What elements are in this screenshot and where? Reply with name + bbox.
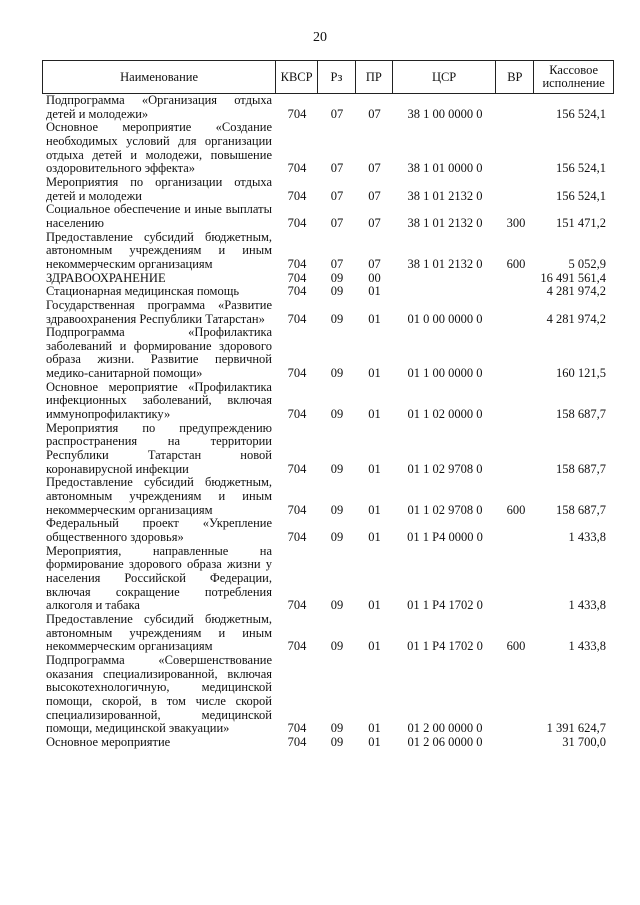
row-pr: 07	[368, 161, 381, 176]
row-kvsr: 704	[287, 721, 307, 736]
row-pr: 01	[368, 721, 381, 736]
row-sum: 156 524,1	[556, 161, 606, 176]
row-name: Подпрограмма «Совершенствование оказания специализированной, включая высокотехнологичную, медицинской помощи, скорой, в том числе скорой специализированной, медицинской помощи, медицинской эвакуации»	[46, 652, 272, 736]
header-sum: Кассовое исполнение	[542, 63, 605, 90]
row-sum: 5 052,9	[568, 256, 606, 271]
row-vr	[497, 736, 535, 750]
header-rz: Рз	[318, 61, 356, 93]
row-rz: 09	[330, 461, 344, 476]
row-sum: 1 433,8	[568, 598, 606, 613]
table-row	[42, 285, 614, 299]
row-name: Предоставление субсидий бюджетным, автономным учреждениям и иным некоммерческим организациям	[46, 611, 272, 654]
row-vr	[497, 545, 535, 613]
row-pr: 07	[368, 215, 381, 230]
row-kvsr: 704	[287, 366, 307, 381]
row-vr	[497, 517, 535, 544]
row-csr: 01 1 02 0000 0	[407, 407, 483, 422]
row-sum: 158 687,7	[556, 407, 606, 422]
row-csr: 38 1 01 2132 0	[407, 215, 483, 230]
table-row	[42, 736, 614, 750]
row-rz: 07	[330, 188, 344, 203]
row-sum: 160 121,5	[556, 366, 606, 381]
row-rz: 09	[330, 502, 344, 517]
row-csr: 38 1 01 0000 0	[407, 161, 483, 176]
row-name: Основное мероприятие	[46, 734, 171, 749]
row-csr: 01 1 P4 0000 0	[407, 530, 483, 544]
table-body	[42, 94, 614, 750]
row-name: Государственная программа «Развитие здравоохранения Республики Татарстан»	[46, 297, 272, 326]
row-name: Мероприятия по предупреждению распространения на территории Республики Татарстан новой коронавирусной инфекции	[46, 420, 272, 476]
row-name: Подпрограмма «Организация отдыха детей и молодежи»	[46, 93, 272, 121]
row-rz: 09	[330, 598, 344, 613]
row-sum: 4 281 974,2	[546, 311, 606, 326]
row-csr: 01 1 P4 1702 0	[407, 639, 483, 654]
row-csr: 01 1 00 0000 0	[407, 366, 483, 381]
row-sum: 4 281 974,2	[546, 284, 606, 299]
row-vr: 600	[506, 256, 526, 271]
row-rz: 09	[330, 734, 344, 749]
row-pr: 01	[368, 366, 381, 381]
row-csr: 38 1 00 0000 0	[407, 106, 483, 121]
row-sum: 1 433,8	[568, 530, 606, 544]
row-pr: 07	[368, 106, 381, 121]
row-rz: 09	[330, 721, 344, 736]
table-row	[42, 517, 614, 544]
row-rz: 09	[330, 270, 344, 285]
row-csr: 01 1 P4 1702 0	[407, 598, 483, 613]
row-pr: 01	[368, 598, 381, 613]
row-pr: 01	[368, 502, 381, 517]
table-header	[42, 60, 614, 94]
header-vr: ВР	[496, 61, 534, 93]
row-sum: 1 391 624,7	[546, 721, 606, 736]
row-sum: 158 687,7	[556, 461, 606, 476]
row-csr: 01 0 00 0000 0	[407, 311, 483, 326]
row-vr: 300	[506, 215, 526, 230]
row-rz: 09	[330, 311, 344, 326]
row-name: Социальное обеспечение и иные выплаты населению	[46, 202, 272, 230]
row-vr	[497, 176, 535, 203]
row-rz: 09	[330, 407, 344, 422]
row-csr: 01 1 02 9708 0	[407, 461, 483, 476]
row-vr	[497, 422, 535, 477]
row-name: Стационарная медицинская помощь	[46, 284, 240, 299]
row-vr	[497, 272, 535, 286]
row-name: Мероприятия по организации отдыха детей и молодежи	[46, 174, 272, 203]
row-pr: 01	[368, 311, 381, 326]
row-kvsr: 704	[287, 461, 307, 476]
row-vr	[497, 94, 535, 121]
table-row	[42, 94, 614, 121]
header-pr: ПР	[356, 61, 393, 93]
row-name: Основное мероприятие «Создание необходимых условий для организации отдыха детей и молодежи, повышение оздоровительного эффекта»	[46, 120, 272, 176]
table-row	[42, 121, 614, 176]
row-kvsr: 704	[287, 598, 307, 613]
row-vr: 600	[506, 639, 526, 654]
table-row	[42, 326, 614, 381]
row-pr: 01	[368, 734, 381, 749]
row-kvsr: 704	[287, 188, 307, 203]
row-name: Подпрограмма «Профилактика заболеваний и формирование здорового образа жизни. Развитие первичной медико-санитарной помощи»	[46, 325, 272, 381]
row-pr: 01	[368, 530, 381, 544]
table-row	[42, 203, 614, 230]
row-sum: 158 687,7	[556, 502, 606, 517]
row-csr: 01 1 02 9708 0	[407, 502, 483, 517]
row-vr	[497, 654, 535, 736]
row-vr: 600	[506, 502, 526, 517]
row-rz: 07	[330, 106, 344, 121]
table-row	[42, 613, 614, 654]
row-vr	[497, 299, 535, 326]
row-kvsr: 704	[287, 734, 307, 749]
row-pr: 07	[368, 188, 381, 203]
row-name: Предоставление субсидий бюджетным, автономным учреждениям и иным некоммерческим организациям	[46, 475, 272, 517]
row-kvsr: 704	[287, 530, 307, 544]
row-vr	[497, 121, 535, 176]
table-row	[42, 654, 614, 736]
row-rz: 07	[330, 161, 344, 176]
header-name: Наименование	[43, 61, 276, 93]
table-row	[42, 476, 614, 517]
row-rz: 09	[330, 639, 344, 654]
row-name: ЗДРАВООХРАНЕНИЕ	[46, 270, 166, 285]
row-rz: 07	[330, 215, 344, 230]
row-csr: 01 2 00 0000 0	[407, 721, 483, 736]
row-pr: 01	[368, 639, 381, 654]
row-sum: 156 524,1	[556, 106, 606, 121]
row-kvsr: 704	[287, 311, 307, 326]
row-vr	[497, 326, 535, 381]
table-row	[42, 545, 614, 613]
row-kvsr: 704	[287, 215, 307, 230]
row-name: Основное мероприятие «Профилактика инфекционных заболеваний, включая иммунопрофилактику»	[46, 379, 272, 422]
table-row	[42, 231, 614, 272]
row-name: Федеральный проект «Укрепление общественного здоровья»	[46, 516, 272, 544]
header-kvsr: КВСР	[276, 61, 318, 93]
table-row	[42, 272, 614, 286]
row-sum: 31 700,0	[562, 734, 606, 749]
row-csr: 01 2 06 0000 0	[407, 734, 483, 749]
row-kvsr: 704	[287, 284, 307, 299]
row-vr	[497, 285, 535, 299]
row-csr: 38 1 01 2132 0	[407, 188, 483, 203]
row-kvsr: 704	[287, 161, 307, 176]
row-sum: 1 433,8	[568, 639, 606, 654]
row-rz: 07	[330, 256, 344, 271]
row-pr: 07	[368, 256, 381, 271]
row-kvsr: 704	[287, 256, 307, 271]
row-rz: 09	[330, 530, 344, 544]
row-kvsr: 704	[287, 407, 307, 422]
row-rz: 09	[330, 284, 344, 299]
row-sum: 151 471,2	[556, 215, 606, 230]
row-csr: 38 1 01 2132 0	[407, 256, 483, 271]
row-sum: 156 524,1	[556, 188, 606, 203]
table-row	[42, 299, 614, 326]
row-kvsr: 704	[287, 106, 307, 121]
table-row	[42, 176, 614, 203]
row-rz: 09	[330, 366, 344, 381]
table-row	[42, 381, 614, 422]
row-pr: 01	[368, 461, 381, 476]
row-kvsr: 704	[287, 639, 307, 654]
row-csr	[393, 285, 497, 299]
row-kvsr: 704	[287, 502, 307, 517]
row-pr: 01	[368, 407, 381, 422]
row-csr	[393, 272, 497, 286]
row-pr: 00	[368, 270, 381, 285]
row-sum: 16 491 561,4	[540, 270, 606, 285]
table-row	[42, 422, 614, 477]
row-name: Предоставление субсидий бюджетным, автономным учреждениям и иным некоммерческим организациям	[46, 229, 272, 271]
row-name: Мероприятия, направленные на формирование здорового образа жизни у населения Российской Федерации, включая сокращение потребления алкоголя и табака	[46, 543, 272, 613]
row-kvsr: 704	[287, 270, 307, 285]
page-number: 20	[313, 30, 327, 45]
row-pr: 01	[368, 284, 381, 299]
header-csr: ЦСР	[393, 61, 497, 93]
row-vr	[497, 381, 535, 422]
